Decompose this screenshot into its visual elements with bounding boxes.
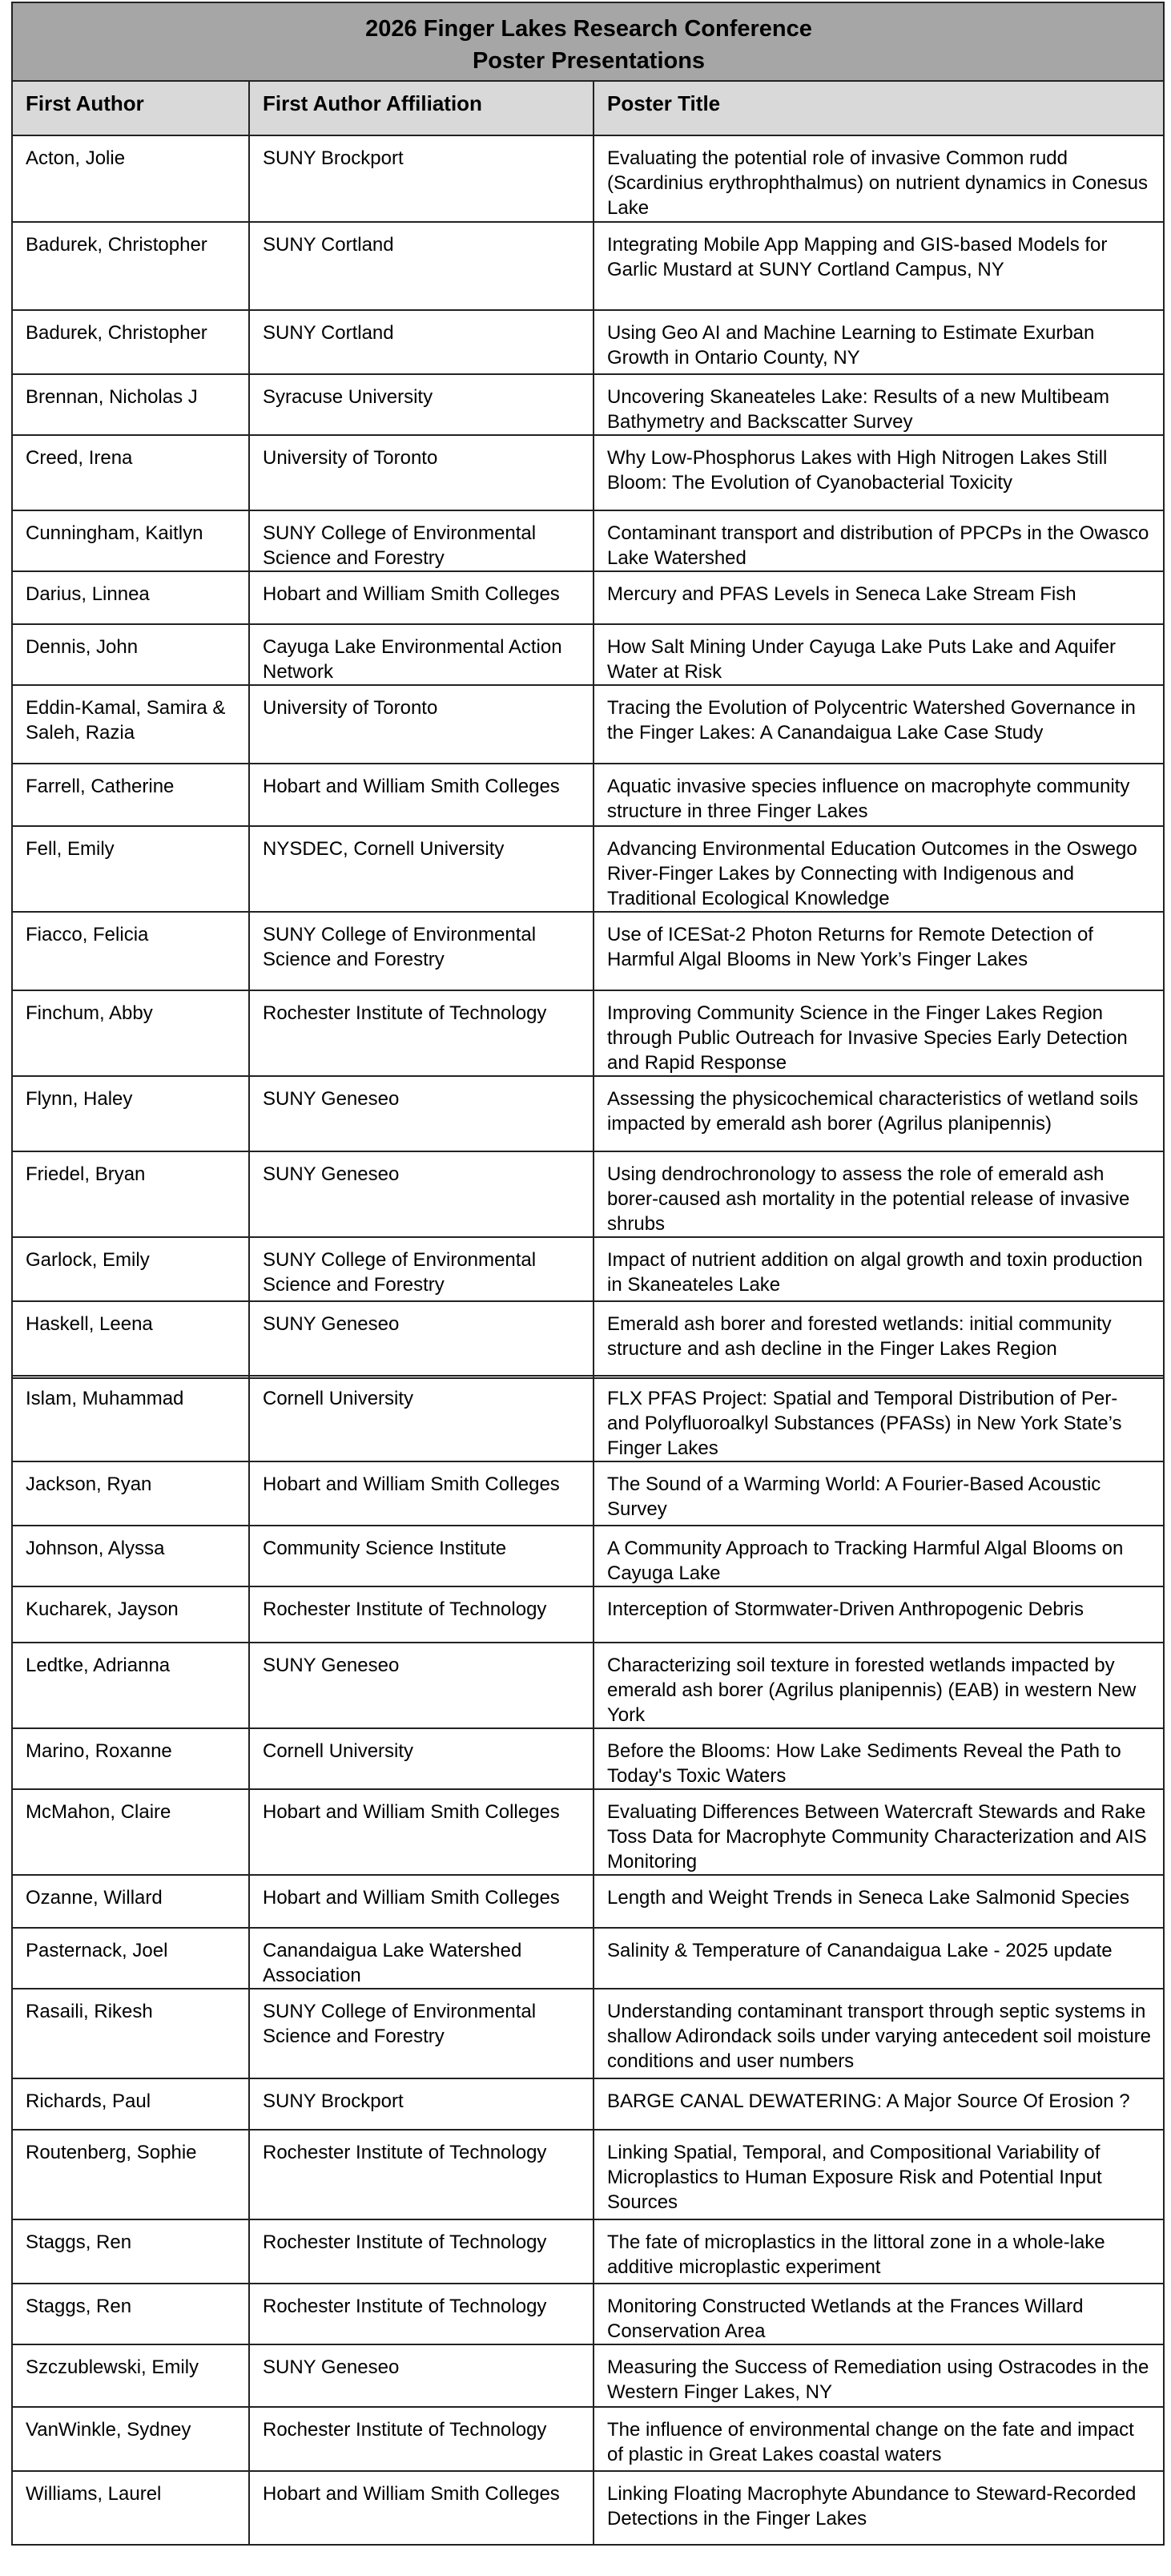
affiliation-cell-text: SUNY College of Environmental Science and Forestry bbox=[263, 522, 537, 569]
table-row bbox=[12, 1875, 1164, 1928]
table-row bbox=[12, 1928, 1164, 1989]
affiliation-cell-text: Rochester Institute of Technology bbox=[263, 2142, 547, 2163]
poster-title-cell bbox=[594, 1728, 1164, 1789]
affiliation-cell bbox=[249, 2344, 594, 2407]
first-author-cell-text: Haskell, Leena bbox=[26, 1313, 153, 1335]
affiliation-cell bbox=[249, 1526, 594, 1586]
first-author-cell-text: Badurek, Christopher bbox=[26, 234, 207, 256]
first-author-cell bbox=[12, 685, 249, 764]
affiliation-cell bbox=[249, 222, 594, 310]
poster-table-2 bbox=[11, 1375, 1165, 2546]
first-author-cell-text: Ozanne, Willard bbox=[26, 1887, 163, 1909]
first-author-cell bbox=[12, 2078, 249, 2130]
poster-title-cell bbox=[594, 1301, 1164, 1378]
first-author-cell-text: Fell, Emily bbox=[26, 838, 115, 860]
first-author-cell bbox=[12, 135, 249, 222]
column-header-affiliation: First Author Affiliation bbox=[249, 81, 594, 135]
table-row bbox=[12, 135, 1164, 222]
poster-title-cell-text: Mercury and PFAS Levels in Seneca Lake Stream Fish bbox=[607, 583, 1076, 605]
table-row bbox=[12, 1643, 1164, 1728]
poster-title-cell bbox=[594, 2284, 1164, 2344]
table-1-body bbox=[12, 135, 1164, 1378]
first-author-cell-text: Farrell, Catherine bbox=[26, 776, 175, 797]
poster-title-cell bbox=[594, 1376, 1164, 1461]
table-row bbox=[12, 510, 1164, 571]
poster-title-cell bbox=[594, 374, 1164, 435]
poster-title-cell-text: Salinity & Temperature of Canandaigua Lake - 2025 update bbox=[607, 1940, 1113, 1961]
affiliation-cell bbox=[249, 685, 594, 764]
poster-title-cell-text: Advancing Environmental Education Outcomes in the Oswego River-Finger Lakes by Connecting with Indigenous and Traditional Ecological Knowledge bbox=[607, 838, 1137, 909]
poster-title-cell bbox=[594, 826, 1164, 912]
table-row bbox=[12, 2407, 1164, 2471]
poster-title-cell-text: Integrating Mobile App Mapping and GIS-based Models for Garlic Mustard at SUNY Cortland Campus, NY bbox=[607, 234, 1108, 280]
first-author-cell bbox=[12, 2344, 249, 2407]
first-author-cell bbox=[12, 990, 249, 1076]
poster-title-cell bbox=[594, 510, 1164, 571]
poster-title-cell-text: Evaluating the potential role of invasive Common rudd (Scardinius erythrophthalmus) on nutrient dynamics in Conesus Lake bbox=[607, 147, 1148, 219]
table-row bbox=[12, 1301, 1164, 1378]
affiliation-cell-text: NYSDEC, Cornell University bbox=[263, 838, 505, 860]
affiliation-cell bbox=[249, 1376, 594, 1461]
table-row bbox=[12, 571, 1164, 624]
poster-title-cell-text: Linking Floating Macrophyte Abundance to Steward-Recorded Detections in the Finger Lakes bbox=[607, 2483, 1137, 2530]
poster-title-cell-text: Impact of nutrient addition on algal growth and toxin production in Skaneateles Lake bbox=[607, 1249, 1143, 1296]
affiliation-cell bbox=[249, 1989, 594, 2078]
poster-title-cell bbox=[594, 2078, 1164, 2130]
table-row bbox=[12, 1789, 1164, 1875]
first-author-cell bbox=[12, 435, 249, 510]
first-author-cell bbox=[12, 571, 249, 624]
poster-title-cell-text: Contaminant transport and distribution of PPCPs in the Owasco Lake Watershed bbox=[607, 522, 1149, 569]
table-row bbox=[12, 1989, 1164, 2078]
poster-title-cell-text: BARGE CANAL DEWATERING: A Major Source Of Erosion ? bbox=[607, 2090, 1130, 2112]
affiliation-cell-text: SUNY Geneseo bbox=[263, 1655, 400, 1676]
poster-title-cell bbox=[594, 1643, 1164, 1728]
table-row bbox=[12, 624, 1164, 685]
affiliation-cell-text: Hobart and William Smith Colleges bbox=[263, 2483, 560, 2505]
poster-title-cell bbox=[594, 1928, 1164, 1989]
affiliation-cell-text: Cornell University bbox=[263, 1388, 414, 1409]
first-author-cell bbox=[12, 764, 249, 826]
poster-title-cell-text: Using Geo AI and Machine Learning to Estimate Exurban Growth in Ontario County, NY bbox=[607, 322, 1095, 369]
poster-title-cell-text: Monitoring Constructed Wetlands at the Frances Willard Conservation Area bbox=[607, 2296, 1084, 2342]
poster-title-cell bbox=[594, 2219, 1164, 2284]
poster-title-cell bbox=[594, 2130, 1164, 2219]
first-author-cell-text: Brennan, Nicholas J bbox=[26, 386, 198, 408]
affiliation-cell-text: SUNY Geneseo bbox=[263, 1088, 400, 1110]
first-author-cell-text: Richards, Paul bbox=[26, 2090, 151, 2112]
poster-title-cell-text: Tracing the Evolution of Polycentric Watershed Governance in the Finger Lakes: A Canandaigua Lake Case Study bbox=[607, 697, 1136, 744]
first-author-cell bbox=[12, 1076, 249, 1151]
first-author-cell bbox=[12, 1461, 249, 1526]
table-row bbox=[12, 1237, 1164, 1301]
first-author-cell bbox=[12, 1789, 249, 1875]
first-author-cell-text: Pasternack, Joel bbox=[26, 1940, 168, 1961]
first-author-cell bbox=[12, 912, 249, 990]
poster-title-cell-text: Interception of Stormwater-Driven Anthropogenic Debris bbox=[607, 1598, 1084, 1620]
first-author-cell bbox=[12, 2284, 249, 2344]
first-author-cell bbox=[12, 1928, 249, 1989]
first-author-cell-text: Flynn, Haley bbox=[26, 1088, 133, 1110]
table-row bbox=[12, 1526, 1164, 1586]
poster-title-cell-text: Aquatic invasive species influence on macrophyte community structure in three Finger Lakes bbox=[607, 776, 1130, 822]
poster-title-cell bbox=[594, 2344, 1164, 2407]
table-row bbox=[12, 374, 1164, 435]
poster-title-cell bbox=[594, 764, 1164, 826]
poster-title-cell-text: Use of ICESat-2 Photon Returns for Remote Detection of Harmful Algal Blooms in New York’s Finger Lakes bbox=[607, 924, 1093, 970]
poster-title-cell-text: The influence of environmental change on the fate and impact of plastic in Great Lakes coastal waters bbox=[607, 2419, 1134, 2465]
poster-title-cell bbox=[594, 990, 1164, 1076]
poster-title-cell bbox=[594, 912, 1164, 990]
poster-title-cell bbox=[594, 2407, 1164, 2471]
poster-title-cell bbox=[594, 2471, 1164, 2545]
affiliation-cell bbox=[249, 624, 594, 685]
title-line-1: 2026 Finger Lakes Research Conference bbox=[365, 16, 812, 42]
poster-title-cell bbox=[594, 571, 1164, 624]
affiliation-cell-text: Hobart and William Smith Colleges bbox=[263, 1887, 560, 1909]
first-author-cell-text: Finchum, Abby bbox=[26, 1002, 153, 1024]
first-author-cell bbox=[12, 1728, 249, 1789]
first-author-cell-text: VanWinkle, Sydney bbox=[26, 2419, 191, 2441]
document-title bbox=[12, 2, 1164, 81]
affiliation-cell bbox=[249, 764, 594, 826]
affiliation-cell-text: Community Science Institute bbox=[263, 1538, 507, 1559]
poster-title-cell-text: Uncovering Skaneateles Lake: Results of a new Multibeam Bathymetry and Backscatter Survey bbox=[607, 386, 1109, 433]
first-author-cell bbox=[12, 1526, 249, 1586]
poster-title-cell bbox=[594, 1237, 1164, 1301]
affiliation-cell bbox=[249, 1643, 594, 1728]
first-author-cell-text: Creed, Irena bbox=[26, 447, 133, 469]
affiliation-cell-text: SUNY Cortland bbox=[263, 322, 394, 344]
affiliation-cell bbox=[249, 990, 594, 1076]
table-row bbox=[12, 2471, 1164, 2545]
affiliation-cell bbox=[249, 1789, 594, 1875]
first-author-cell-text: Marino, Roxanne bbox=[26, 1740, 172, 1762]
poster-title-cell-text: Measuring the Success of Remediation using Ostracodes in the Western Finger Lakes, NY bbox=[607, 2356, 1149, 2403]
affiliation-cell bbox=[249, 1928, 594, 1989]
affiliation-cell-text: SUNY Cortland bbox=[263, 234, 394, 256]
poster-title-cell-text: Evaluating Differences Between Watercraft Stewards and Rake Toss Data for Macrophyte Community Characterization and AIS Monitoring bbox=[607, 1801, 1147, 1873]
poster-title-cell-text: Emerald ash borer and forested wetlands: initial community structure and ash decline in the Finger Lakes Region bbox=[607, 1313, 1112, 1360]
affiliation-cell-text: Hobart and William Smith Colleges bbox=[263, 1801, 560, 1823]
affiliation-cell-text: Hobart and William Smith Colleges bbox=[263, 1473, 560, 1495]
affiliation-cell-text: Rochester Institute of Technology bbox=[263, 2231, 547, 2253]
affiliation-cell-text: SUNY College of Environmental Science and Forestry bbox=[263, 2001, 537, 2047]
first-author-cell-text: McMahon, Claire bbox=[26, 1801, 171, 1823]
poster-title-cell-text: Linking Spatial, Temporal, and Compositional Variability of Microplastics to Human Exposure Risk and Potential Input Sources bbox=[607, 2142, 1102, 2213]
table-row bbox=[12, 435, 1164, 510]
title-line-2: Poster Presentations bbox=[472, 48, 706, 74]
table-row bbox=[12, 685, 1164, 764]
poster-title-cell-text: How Salt Mining Under Cayuga Lake Puts Lake and Aquifer Water at Risk bbox=[607, 636, 1117, 683]
first-author-cell bbox=[12, 1643, 249, 1728]
first-author-cell bbox=[12, 222, 249, 310]
title-row bbox=[12, 2, 1164, 81]
first-author-cell bbox=[12, 1301, 249, 1378]
first-author-cell-text: Dennis, John bbox=[26, 636, 139, 658]
affiliation-cell bbox=[249, 2078, 594, 2130]
affiliation-cell-text: University of Toronto bbox=[263, 447, 438, 469]
column-header-first-author: First Author bbox=[12, 81, 249, 135]
first-author-cell-text: Friedel, Bryan bbox=[26, 1163, 146, 1185]
affiliation-cell-text: SUNY Brockport bbox=[263, 147, 404, 169]
affiliation-cell-text: SUNY College of Environmental Science and Forestry bbox=[263, 1249, 537, 1296]
affiliation-cell bbox=[249, 510, 594, 571]
first-author-cell bbox=[12, 2130, 249, 2219]
first-author-cell-text: Staggs, Ren bbox=[26, 2231, 132, 2253]
table-row bbox=[12, 2284, 1164, 2344]
poster-table-1 bbox=[11, 2, 1165, 1379]
affiliation-cell-text: SUNY Brockport bbox=[263, 2090, 404, 2112]
affiliation-cell bbox=[249, 435, 594, 510]
affiliation-cell-text: Rochester Institute of Technology bbox=[263, 2419, 547, 2441]
poster-title-cell bbox=[594, 624, 1164, 685]
poster-title-cell bbox=[594, 1989, 1164, 2078]
first-author-cell-text: Szczublewski, Emily bbox=[26, 2356, 199, 2378]
affiliation-cell-text: SUNY College of Environmental Science and Forestry bbox=[263, 924, 537, 970]
affiliation-cell bbox=[249, 2471, 594, 2545]
first-author-cell-text: Acton, Jolie bbox=[26, 147, 126, 169]
first-author-cell-text: Eddin-Kamal, Samira & Saleh, Razia bbox=[26, 697, 226, 744]
table-row bbox=[12, 912, 1164, 990]
first-author-cell bbox=[12, 2471, 249, 2545]
affiliation-cell bbox=[249, 1875, 594, 1928]
poster-title-cell-text: Assessing the physicochemical characteristics of wetland soils impacted by emerald ash borer (Agrilus planipennis) bbox=[607, 1088, 1138, 1135]
poster-title-cell-text: A Community Approach to Tracking Harmful Algal Blooms on Cayuga Lake bbox=[607, 1538, 1124, 1584]
first-author-cell bbox=[12, 2219, 249, 2284]
first-author-cell bbox=[12, 1586, 249, 1643]
first-author-cell-text: Kucharek, Jayson bbox=[26, 1598, 179, 1620]
poster-title-cell bbox=[594, 1076, 1164, 1151]
first-author-cell-text: Garlock, Emily bbox=[26, 1249, 150, 1271]
first-author-cell-text: Johnson, Alyssa bbox=[26, 1538, 165, 1559]
table-row bbox=[12, 1151, 1164, 1237]
first-author-cell bbox=[12, 374, 249, 435]
poster-title-cell-text: The fate of microplastics in the littoral zone in a whole-lake additive microplastic experiment bbox=[607, 2231, 1105, 2278]
poster-title-cell bbox=[594, 685, 1164, 764]
poster-title-cell-text: Using dendrochronology to assess the role of emerald ash borer-caused ash mortality in the potential release of invasive shrubs bbox=[607, 1163, 1130, 1235]
poster-title-cell-text: Before the Blooms: How Lake Sediments Reveal the Path to Today's Toxic Waters bbox=[607, 1740, 1121, 1787]
table-row bbox=[12, 1586, 1164, 1643]
affiliation-cell-text: Syracuse University bbox=[263, 386, 433, 408]
poster-title-cell-text: Characterizing soil texture in forested wetlands impacted by emerald ash borer (Agrilus planipennis) (EAB) in western New York bbox=[607, 1655, 1137, 1726]
poster-title-cell bbox=[594, 1151, 1164, 1237]
poster-title-cell bbox=[594, 1789, 1164, 1875]
poster-title-cell bbox=[594, 310, 1164, 374]
first-author-cell-text: Cunningham, Kaitlyn bbox=[26, 522, 203, 544]
affiliation-cell bbox=[249, 2407, 594, 2471]
first-author-cell-text: Routenberg, Sophie bbox=[26, 2142, 197, 2163]
first-author-cell-text: Williams, Laurel bbox=[26, 2483, 162, 2505]
first-author-cell bbox=[12, 510, 249, 571]
first-author-cell-text: Staggs, Ren bbox=[26, 2296, 132, 2317]
poster-title-cell bbox=[594, 135, 1164, 222]
affiliation-cell bbox=[249, 1728, 594, 1789]
first-author-cell bbox=[12, 2407, 249, 2471]
affiliation-cell-text: SUNY Geneseo bbox=[263, 2356, 400, 2378]
table-row bbox=[12, 990, 1164, 1076]
affiliation-cell-text: SUNY Geneseo bbox=[263, 1313, 400, 1335]
first-author-cell-text: Islam, Muhammad bbox=[26, 1388, 184, 1409]
affiliation-cell-text: Hobart and William Smith Colleges bbox=[263, 583, 560, 605]
affiliation-cell-text: Rochester Institute of Technology bbox=[263, 2296, 547, 2317]
affiliation-cell bbox=[249, 310, 594, 374]
affiliation-cell bbox=[249, 1151, 594, 1237]
affiliation-cell bbox=[249, 912, 594, 990]
table-row bbox=[12, 1461, 1164, 1526]
poster-title-cell-text: Why Low-Phosphorus Lakes with High Nitrogen Lakes Still Bloom: The Evolution of Cyanobacterial Toxicity bbox=[607, 447, 1108, 494]
affiliation-cell-text: Rochester Institute of Technology bbox=[263, 1002, 547, 1024]
first-author-cell bbox=[12, 624, 249, 685]
first-author-cell bbox=[12, 1151, 249, 1237]
affiliation-cell-text: Cayuga Lake Environmental Action Network bbox=[263, 636, 562, 683]
table-row bbox=[12, 1376, 1164, 1461]
poster-title-cell bbox=[594, 435, 1164, 510]
table-2-body bbox=[12, 1376, 1164, 2545]
poster-title-cell bbox=[594, 222, 1164, 310]
first-author-cell-text: Fiacco, Felicia bbox=[26, 924, 149, 945]
affiliation-cell bbox=[249, 1586, 594, 1643]
poster-title-cell-text: FLX PFAS Project: Spatial and Temporal Distribution of Per- and Polyfluoroalkyl Substances (PFASs) in New York State’s Finger Lakes bbox=[607, 1388, 1122, 1459]
table-row bbox=[12, 2344, 1164, 2407]
table-row bbox=[12, 2130, 1164, 2219]
table-row bbox=[12, 1728, 1164, 1789]
affiliation-cell bbox=[249, 374, 594, 435]
first-author-cell bbox=[12, 826, 249, 912]
first-author-cell bbox=[12, 1237, 249, 1301]
affiliation-cell bbox=[249, 2284, 594, 2344]
first-author-cell bbox=[12, 1376, 249, 1461]
table-row bbox=[12, 222, 1164, 310]
poster-title-cell-text: Understanding contaminant transport through septic systems in shallow Adirondack soils under varying antecedent soil moisture conditions and user numbers bbox=[607, 2001, 1152, 2072]
column-header-poster-title: Poster Title bbox=[594, 81, 1164, 135]
first-author-cell bbox=[12, 1989, 249, 2078]
poster-title-cell-text: Length and Weight Trends in Seneca Lake Salmonid Species bbox=[607, 1887, 1129, 1909]
affiliation-cell bbox=[249, 1301, 594, 1378]
poster-title-cell-text: The Sound of a Warming World: A Fourier-Based Acoustic Survey bbox=[607, 1473, 1101, 1520]
first-author-cell-text: Ledtke, Adrianna bbox=[26, 1655, 171, 1676]
affiliation-cell-text: Cornell University bbox=[263, 1740, 414, 1762]
affiliation-cell-text: Hobart and William Smith Colleges bbox=[263, 776, 560, 797]
affiliation-cell bbox=[249, 135, 594, 222]
affiliation-cell bbox=[249, 1076, 594, 1151]
poster-title-cell-text: Improving Community Science in the Finger Lakes Region through Public Outreach for Invasive Species Early Detection and Rapid Response bbox=[607, 1002, 1128, 1074]
table-row bbox=[12, 2219, 1164, 2284]
affiliation-cell bbox=[249, 2219, 594, 2284]
table-row bbox=[12, 2078, 1164, 2130]
header-row bbox=[12, 81, 1164, 135]
table-row bbox=[12, 764, 1164, 826]
first-author-cell bbox=[12, 1875, 249, 1928]
table-row bbox=[12, 826, 1164, 912]
first-author-cell bbox=[12, 310, 249, 374]
first-author-cell-text: Jackson, Ryan bbox=[26, 1473, 152, 1495]
poster-title-cell bbox=[594, 1461, 1164, 1526]
table-row bbox=[12, 310, 1164, 374]
affiliation-cell bbox=[249, 826, 594, 912]
affiliation-cell bbox=[249, 1237, 594, 1301]
poster-title-cell bbox=[594, 1586, 1164, 1643]
affiliation-cell-text: SUNY Geneseo bbox=[263, 1163, 400, 1185]
affiliation-cell bbox=[249, 1461, 594, 1526]
first-author-cell-text: Darius, Linnea bbox=[26, 583, 150, 605]
poster-title-cell bbox=[594, 1875, 1164, 1928]
affiliation-cell-text: Rochester Institute of Technology bbox=[263, 1598, 547, 1620]
first-author-cell-text: Rasaili, Rikesh bbox=[26, 2001, 153, 2022]
first-author-cell-text: Badurek, Christopher bbox=[26, 322, 207, 344]
affiliation-cell-text: University of Toronto bbox=[263, 697, 438, 719]
affiliation-cell bbox=[249, 2130, 594, 2219]
affiliation-cell-text: Canandaigua Lake Watershed Association bbox=[263, 1940, 522, 1986]
poster-title-cell bbox=[594, 1526, 1164, 1586]
table-row bbox=[12, 1076, 1164, 1151]
affiliation-cell bbox=[249, 571, 594, 624]
